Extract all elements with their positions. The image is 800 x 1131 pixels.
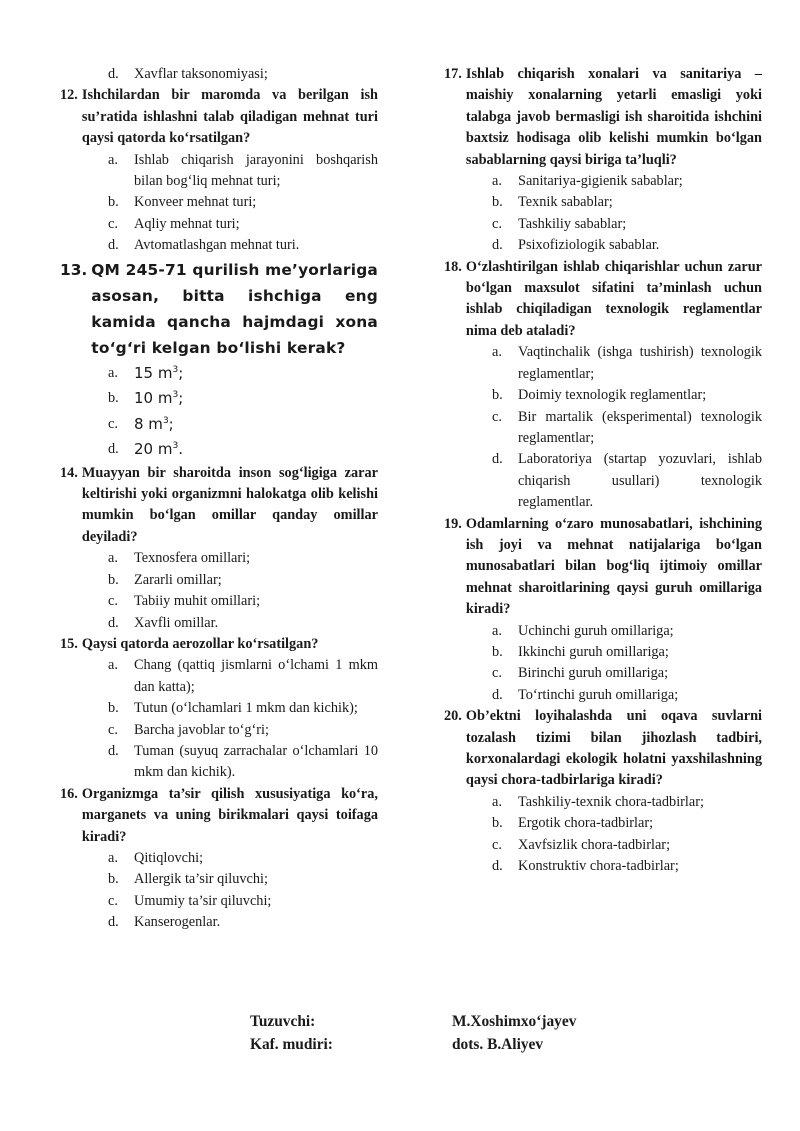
option-text: Konveer mehnat turi; (134, 194, 257, 211)
option-letter: a. (492, 173, 502, 190)
question-text: Ishlab chiqarish xonalari va sanitariya – maishiy xonalarning yetarli emasligi yoki talabga javob bermasligi ish sharoitida ishchini baxtsiz hodisaga olib kelishi mumkin bo‘lgan sabablarning qaysi biriga ta’luqli? (465, 66, 762, 168)
option-text: To‘rtinchi guruh omillariga; (518, 686, 679, 703)
option-text: Sanitariya-gigienik sabablar; (518, 173, 683, 190)
option-letter: d. (492, 451, 503, 468)
option-b (444, 813, 762, 834)
option-text: Texnosfera omillari; (134, 550, 251, 567)
option-text: Zararli omillar; (134, 571, 222, 588)
option-text: Tashkiliy-texnik chora-tadbirlar; (518, 793, 704, 810)
option-letter: c. (108, 215, 118, 232)
options-list (60, 150, 378, 257)
option-c (60, 214, 378, 235)
option-letter: d. (108, 441, 119, 458)
question-text: Ob’ektni loyihalashda uni oqava suvlarni tozalash tizimi bilan jihozlash tadbiri, korxonalardagi ekologik holatni yaxshilashning qaysi chora-tadbirlariga kiradi? (465, 708, 762, 789)
question-17 (444, 64, 762, 257)
option-letter: d. (108, 66, 119, 82)
option-letter: c. (108, 415, 118, 432)
question-text: Odamlarning o‘zaro munosabatlari, ishchining ish joyi va mehnat natijalariga bo‘lgan munosabatlari bilan bog‘liq ijtimoiy omillar mehnat sharoitlarining qaysi guruh omillariga kiradi? (465, 515, 762, 618)
question-16 (60, 784, 378, 934)
option-text: Allergik ta’sir qiluvchi; (134, 871, 268, 888)
option-text: Ikkinchi guruh omillariga; (518, 643, 669, 660)
option-letter: c. (492, 215, 502, 232)
option-letter: d. (108, 742, 119, 759)
option-d (444, 685, 762, 706)
option-b (60, 192, 378, 213)
options-list (444, 792, 762, 878)
option-letter: a. (108, 364, 118, 381)
head-name: dots. B.Aliyev (452, 1036, 544, 1053)
options-list (60, 848, 378, 934)
option-d (444, 235, 762, 256)
question-number: 15. (60, 635, 78, 652)
options-list (444, 621, 762, 707)
option-b (60, 570, 378, 591)
option-text: Xavfsizlik chora-tadbirlar; (518, 836, 671, 853)
option-letter: b. (108, 871, 119, 888)
option-b (444, 642, 762, 663)
question-19 (444, 514, 762, 707)
option-text: Umumiy ta’sir qiluvchi; (134, 892, 272, 909)
option-text: Xavflar taksonomiyasi; (134, 66, 268, 82)
option-c (60, 891, 378, 912)
option-c (444, 407, 762, 450)
option-text: Konstruktiv chora-tadbirlar; (518, 858, 679, 875)
option-letter: d. (492, 858, 503, 875)
option-text: 10 $m^3$; (134, 389, 184, 408)
option-letter: d. (108, 914, 119, 931)
question-13 (60, 257, 378, 463)
option-letter: b. (108, 194, 119, 211)
option-text: Uchinchi guruh omillariga; (518, 622, 674, 639)
option-c (444, 663, 762, 684)
question-text: Muayyan bir sharoitda inson sog‘ligiga zarar keltirishi yoki organizmni halokatga olib kelishi mumkin bo‘lgan omillar qanday omillar deyiladi? (81, 464, 378, 545)
question-number: 12. (60, 87, 78, 104)
question-number: 19. (444, 515, 462, 532)
question-number: 18. (444, 258, 462, 275)
option-letter: d. (108, 237, 119, 254)
left-column (60, 64, 378, 934)
option-a (444, 792, 762, 813)
option-text: Texnik sabablar; (518, 194, 613, 211)
option-a (60, 848, 378, 869)
option-letter: a. (492, 344, 502, 361)
options-list (60, 361, 378, 463)
option-letter: c. (492, 408, 502, 425)
option-letter: b. (492, 194, 503, 211)
question-12 (60, 85, 378, 256)
option-a (60, 361, 378, 387)
option-letter: a. (108, 849, 118, 866)
option-text: Kanserogenlar. (134, 914, 221, 931)
option-d (60, 741, 378, 784)
option-prev-d (60, 64, 378, 85)
option-d (444, 856, 762, 877)
option-text: Aqliy mehnat turi; (134, 215, 240, 232)
option-a (444, 171, 762, 192)
option-b (60, 869, 378, 890)
options-list (444, 171, 762, 257)
option-letter: c. (492, 836, 502, 853)
option-text: Laboratoriya (startap yozuvlari, ishlab chiqarish usullari) texnologik reglamentlar. (518, 451, 762, 511)
question-14 (60, 463, 378, 634)
option-letter: d. (108, 614, 119, 631)
option-d (60, 912, 378, 933)
option-letter: b. (108, 390, 119, 407)
compiler-label: Tuzuvchi: (250, 1013, 316, 1030)
option-text: Qitiqlovchi; (134, 849, 204, 866)
option-letter: b. (108, 571, 119, 588)
question-number: 17. (444, 66, 462, 82)
option-text: Tutun (o‘lchamlari 1 mkm dan kichik); (134, 700, 358, 717)
option-text: Birinchi guruh omillariga; (518, 665, 669, 682)
question-text: Organizmga ta’sir qilish xususiyatiga ko‘ra, marganets va uning birikmalari qaysi toifaga kiradi? (81, 785, 378, 845)
option-letter: a. (108, 151, 118, 168)
option-letter: c. (492, 665, 502, 682)
option-c (60, 720, 378, 741)
option-text: Barcha javoblar to‘g‘ri; (134, 721, 269, 738)
option-text: 15 $m^3$; (134, 363, 184, 382)
question-18 (444, 257, 762, 514)
question-number: 16. (60, 785, 78, 802)
options-list (60, 548, 378, 634)
option-letter: c. (108, 892, 118, 909)
option-letter: a. (108, 657, 118, 674)
option-text: 20 $m^3$. (134, 440, 183, 459)
option-b (444, 192, 762, 213)
option-a (444, 621, 762, 642)
option-b (444, 385, 762, 406)
option-text: Tashkiliy sabablar; (518, 215, 627, 232)
option-text: Ishlab chiqarish jarayonini boshqarish bilan bog‘liq mehnat turi; (134, 151, 378, 190)
option-b (60, 698, 378, 719)
option-text: 8 $m^3$; (134, 414, 174, 433)
option-a (60, 548, 378, 569)
question-number: 20. (444, 708, 462, 725)
option-a (60, 150, 378, 193)
option-letter: c. (108, 593, 118, 610)
option-text: Psixofiziologik sabablar. (518, 237, 660, 254)
option-a (60, 655, 378, 698)
option-text: Vaqtinchalik (ishga tushirish) texnologik reglamentlar; (518, 344, 762, 382)
question-15 (60, 634, 378, 784)
option-d (60, 437, 378, 463)
option-b (60, 386, 378, 412)
option-c (60, 591, 378, 612)
option-letter: a. (492, 793, 502, 810)
compiler-name: M.Xoshimxo‘jayev (452, 1013, 577, 1030)
option-letter: d. (492, 686, 503, 703)
option-text: Ergotik chora-tadbirlar; (518, 815, 654, 832)
head-label: Kaf. mudiri: (250, 1036, 333, 1053)
option-letter: d. (492, 237, 503, 254)
options-list (60, 655, 378, 783)
option-text: Avtomatlashgan mehnat turi. (134, 237, 300, 254)
option-text: Bir martalik (eksperimental) texnologik reglamentlar; (518, 408, 762, 446)
option-letter: b. (492, 643, 503, 660)
option-d (60, 613, 378, 634)
option-letter: b. (492, 387, 503, 404)
option-text: Tuman (suyuq zarrachalar o‘lchamlari 10 mkm dan kichik). (134, 742, 378, 781)
option-letter: a. (492, 622, 502, 639)
question-text: Ishchilardan bir maromda va berilgan ish su’ratida ishlashni talab qiladigan mehnat turi qaysi qatorda ko‘rsatilgan? (81, 87, 378, 147)
option-c (444, 835, 762, 856)
option-c (60, 412, 378, 438)
option-text: Tabiiy muhit omillari; (134, 593, 261, 610)
option-text: Chang (qattiq jismlarni o‘lchami 1 mkm dan katta); (134, 657, 378, 695)
option-c (444, 214, 762, 235)
option-text: Xavfli omillar. (134, 614, 219, 631)
option-d (60, 235, 378, 256)
right-column (444, 64, 762, 877)
option-letter: b. (108, 700, 119, 717)
options-list (444, 342, 762, 513)
option-a (444, 342, 762, 385)
question-text: O‘zlashtirilgan ishlab chiqarishlar uchun zarur bo‘lgan maxsulot sifatini ta’minlash uchun ishlab chiqiladigan texnologik reglamentlar nima deb ataladi? (465, 258, 762, 339)
option-letter: c. (108, 721, 118, 738)
option-letter: a. (108, 550, 118, 567)
question-text: QM 245-71 qurilish me’yorlariga asosan, bitta ishchiga eng kamida qancha hajmdagi xona to‘g‘ri kelgan bo‘lishi kerak? (91, 260, 378, 357)
option-text: Doimiy texnologik reglamentlar; (518, 387, 707, 404)
option-letter: b. (492, 815, 503, 832)
option-d (444, 449, 762, 513)
question-number: 13. (60, 260, 88, 279)
question-text: Qaysi qatorda aerozollar ko‘rsatilgan? (81, 635, 319, 652)
question-20 (444, 706, 762, 877)
question-number: 14. (60, 464, 78, 481)
